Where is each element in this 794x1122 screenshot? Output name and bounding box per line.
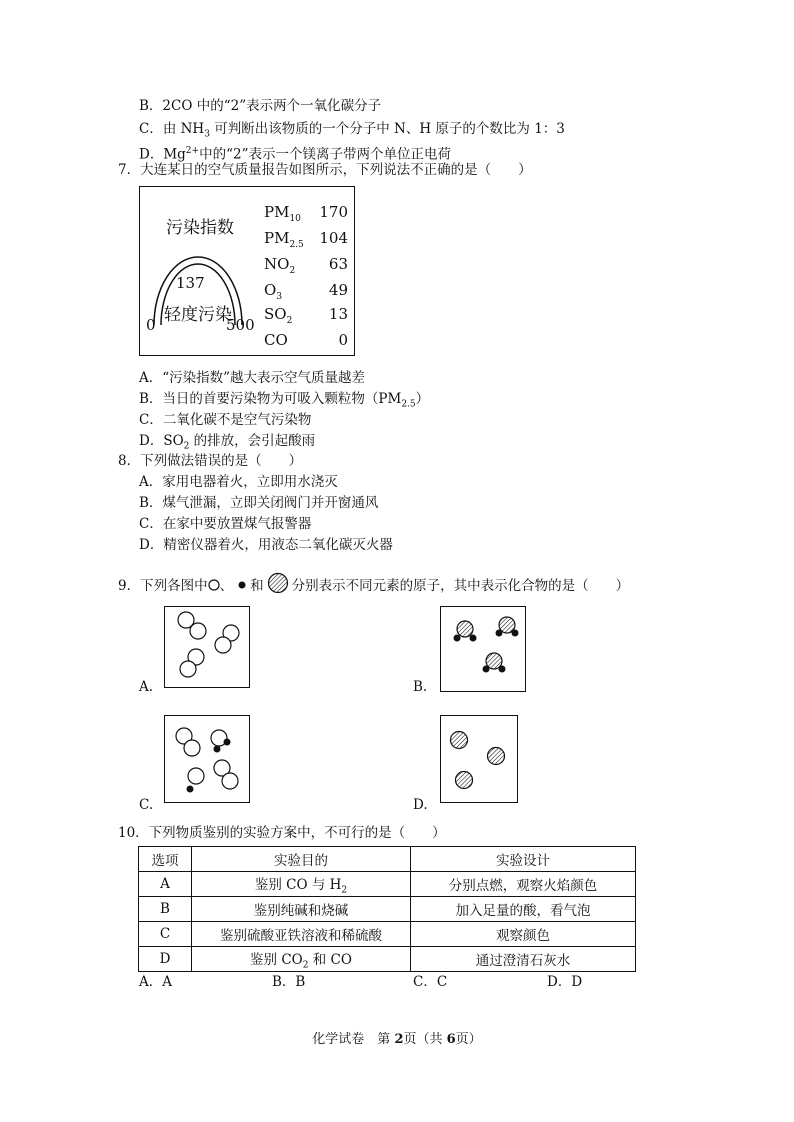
q10-answer-b: B．B [272,974,306,990]
experiment-table [138,846,636,972]
q10-answer-a: A．A [139,974,172,990]
pollutant-name: $PM_{10}$ [264,203,301,224]
row-goal: 鉴别 CO 与 $H_2$ [192,872,411,897]
row-goal: 鉴别硫酸亚铁溶液和稀硫酸 [192,922,411,947]
q8-option-c: C．在家中要放置煤气报警器 [139,516,312,532]
q8-option-a: A．家用电器着火，立即用水浇灭 [139,474,338,490]
q8-option-d: D．精密仪器着火，用液态二氧化碳灭火器 [139,537,393,553]
q7-stem: 7．大连某日的空气质量报告如图所示，下列说法不正确的是（ ） [118,162,532,178]
pollutant-value: 170 [319,203,348,221]
q8-option-b: B．煤气泄漏，立即关闭阀门并开窗通风 [139,495,379,511]
pollutant-value: 49 [328,281,348,299]
pollutant-name: $SO_2$ [264,305,293,326]
row-goal: 鉴别 $CO_2$ 和 CO [192,947,411,972]
table-header-row [139,847,636,872]
header-design: 实验设计 [411,847,636,872]
pollutant-name: CO [264,331,288,349]
q9-label-d: D. [413,797,428,813]
pollutant-name: $PM_{2.5}$ [264,229,304,250]
q9-stem: 9．下列各图中 、 和 分别表示不同元素的原子，其中表示化合物的是（ ） [118,572,629,595]
row-design: 观察颜色 [411,922,636,947]
pollution-index-title: 污染指数 [166,218,234,238]
row-option: A [139,872,192,897]
row-option: C [139,922,192,947]
diagram-d [440,715,518,803]
pollutant-name: $O_3$ [264,281,283,302]
q10-stem: 10．下列物质鉴别的实验方案中，不可行的是（ ） [118,825,446,841]
white-atom-icon [208,579,220,591]
row-option: B [139,897,192,922]
molecules-b [441,607,524,690]
q10-answer-d: D．D [547,974,583,990]
row-design: 通过澄清石灰水 [411,947,636,972]
table-row [139,922,636,947]
pollutant-name: $NO_2$ [264,255,296,276]
molecules-a [165,607,248,686]
q7-option-b: B．当日的首要污染物为可吸入颗粒物$(PM_{2.5})$ [139,391,430,410]
row-option: D [139,947,192,972]
black-atom-icon [237,580,247,590]
q9-label-a: A. [139,679,154,695]
diagram-c [164,715,250,803]
pollution-index-value: 137 [176,274,205,292]
air-quality-report [139,186,355,356]
row-design: 分别点燃，观察火焰颜色 [411,872,636,897]
diagram-a [164,606,250,688]
table-row [139,897,636,922]
q9-label-b: B. [413,679,428,695]
diagram-b [440,606,526,692]
q7-option-a: A．“污染指数”越大表示空气质量越差 [139,370,366,386]
molecules-d [441,716,516,801]
gauge-max: 500 [226,316,255,334]
pollutant-value: 104 [319,229,348,247]
table-row [139,947,636,972]
q6-option-c: C．由 $NH_3$ 可判断出该物质的一个分子中 N、H 原子的个数比为 1：3 [139,121,565,140]
header-option: 选项 [139,847,192,872]
q7-option-d: D．$SO_2$ 的排放，会引起酸雨 [139,433,316,452]
pollutant-value: 13 [328,305,348,323]
hatched-atom-icon [267,572,289,594]
pollutant-value: 0 [338,331,348,349]
q6-option-b: B．2CO 中的“2”表示两个一氧化碳分子 [139,98,382,114]
q9-label-c: C. [139,797,154,813]
q10-answer-c: C．C [413,974,448,990]
pollution-level: 轻度污染 [164,305,232,325]
q8-stem: 8．下列做法错误的是（ ） [118,453,303,469]
q6-option-d: D．$Mg^{2+}$中的“2”表示一个镁离子带两个单位正电荷 [139,146,451,163]
header-goal: 实验目的 [192,847,411,872]
table-row [139,872,636,897]
q7-option-c: C．二氧化碳不是空气污染物 [139,412,312,428]
page-footer: 化学试卷 第 2页（共 6页） [312,1032,482,1047]
row-design: 加入足量的酸，看气泡 [411,897,636,922]
molecules-c [165,716,248,801]
gauge-min: 0 [146,316,156,334]
pollutant-value: 63 [328,255,348,273]
row-goal: 鉴别纯碱和烧碱 [192,897,411,922]
